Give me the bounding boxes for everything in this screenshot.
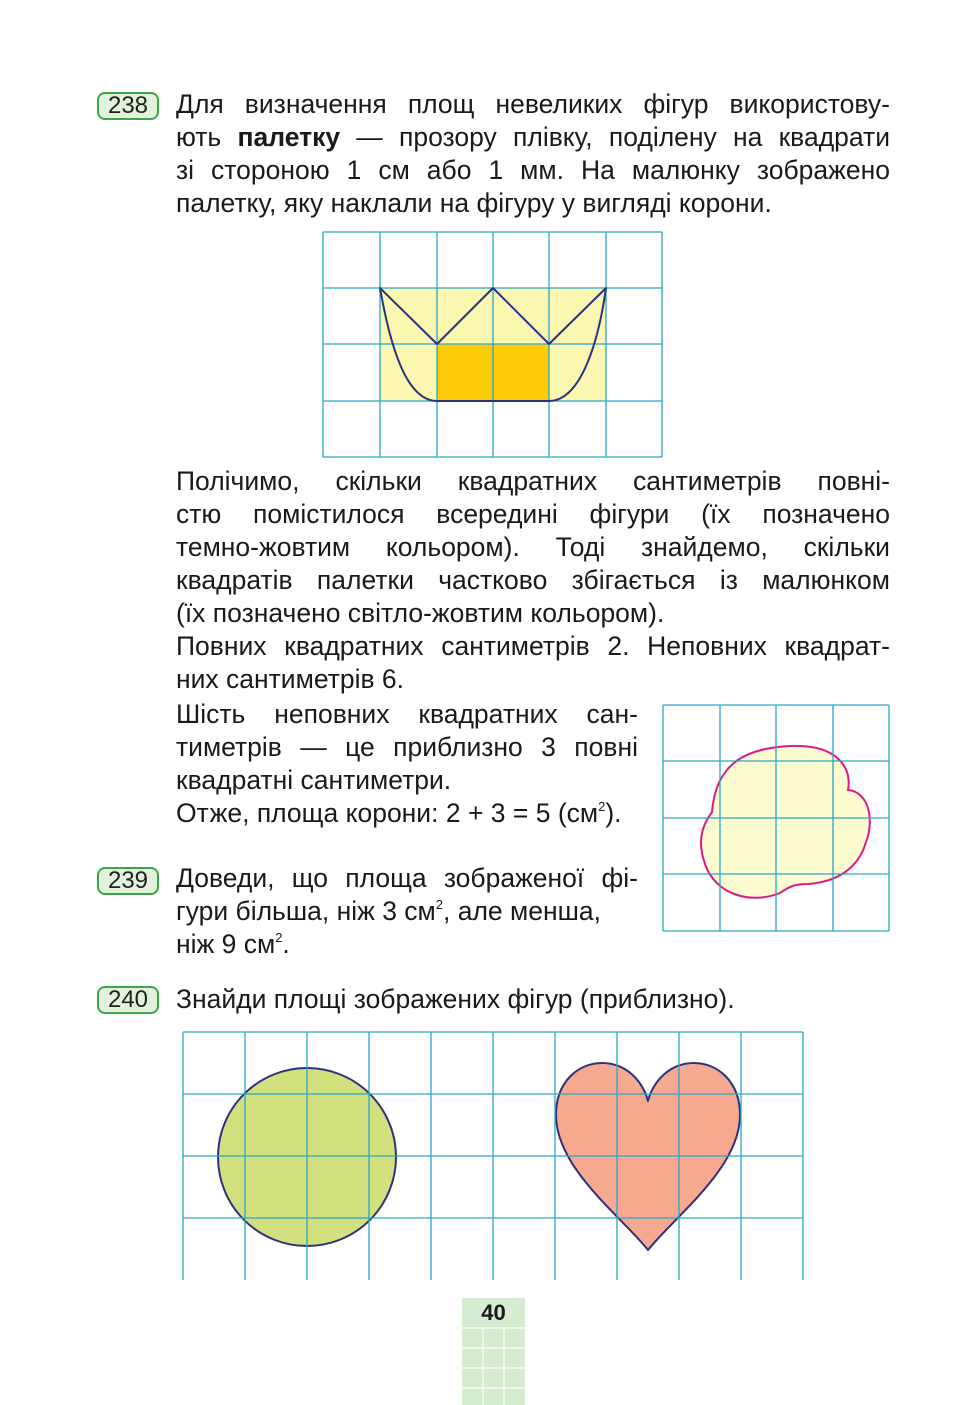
text-line: Знайди площі зображених фігур (приблизно).	[176, 984, 735, 1014]
text-line	[176, 895, 638, 928]
palette-grid	[323, 232, 662, 457]
text-fragment: ють	[176, 122, 222, 152]
text-line: темно-жовтим кольором). Тоді знайдемо, скільки	[176, 532, 890, 562]
text-line: Повних квадратних сантиметрів 2. Неповних квадрат-	[176, 631, 890, 661]
exercise-number-badge	[97, 986, 159, 1014]
text-line: квадратні сантиметри.	[176, 765, 452, 795]
text-line: Доведи, що площа зображеної фі-	[176, 863, 638, 893]
exercise-239-text	[176, 862, 638, 961]
text-line: них сантиметрів 6.	[176, 664, 404, 694]
shapes-palette-figure	[178, 1028, 808, 1284]
exercise-number: 238	[107, 92, 149, 119]
text-line: зі стороною 1 см або 1 мм. На малюнку зображено	[176, 155, 890, 185]
text-line: палетку, яку наклали на фігуру у вигляді корони.	[176, 188, 772, 218]
text-line: Шість неповних квадратних сан-	[176, 699, 638, 729]
exercise-number: 239	[107, 867, 149, 894]
exercise-number-badge	[97, 867, 159, 895]
text-fragment: , але менша,	[443, 896, 601, 926]
exercise-240-text	[176, 983, 890, 1016]
exercise-238-explanation	[176, 465, 890, 696]
crown-palette-figure	[318, 228, 668, 462]
exercise-238-intro	[176, 88, 890, 220]
text-line	[176, 121, 890, 154]
text-fragment: ніж 9 см	[176, 929, 276, 959]
term-palette: палетку	[237, 122, 341, 152]
text-fragment: гури більша, ніж 3 см	[176, 896, 436, 926]
page-number-tab	[462, 1298, 525, 1405]
text-fragment: Отже, площа корони: 2 + 3 = 5 (см	[176, 798, 599, 828]
superscript: 2	[275, 930, 283, 945]
text-line: тиметрів — це приблизно 3 повні	[176, 732, 638, 762]
text-line: (їх позначено світло-жовтим кольором).	[176, 598, 665, 628]
text-fragment: .	[282, 929, 290, 959]
exercise-number-badge	[97, 92, 159, 120]
page-number: 40	[481, 1300, 506, 1325]
text-line: квадратів палетки частково збігається із малюнком	[176, 565, 890, 595]
text-fragment: — прозору плівку, поділену на квадрати	[340, 122, 890, 152]
blob-shape	[701, 746, 870, 898]
superscript: 2	[435, 897, 443, 912]
superscript: 2	[598, 799, 606, 814]
exercise-238-conclusion	[176, 698, 638, 830]
exercise-number: 240	[107, 986, 149, 1013]
text-line: Полічимо, скільки квадратних сантиметрів повні-	[176, 466, 890, 496]
area-result-line	[176, 797, 638, 830]
text-line: Для визначення площ невеликих фігур використову-	[176, 89, 890, 119]
blob-grid	[663, 705, 889, 931]
text-fragment: ).	[605, 798, 622, 828]
blob-palette-figure	[658, 700, 894, 936]
text-line	[176, 928, 638, 961]
text-line: стю помістилося всередині фігури (їх позначено	[176, 499, 890, 529]
